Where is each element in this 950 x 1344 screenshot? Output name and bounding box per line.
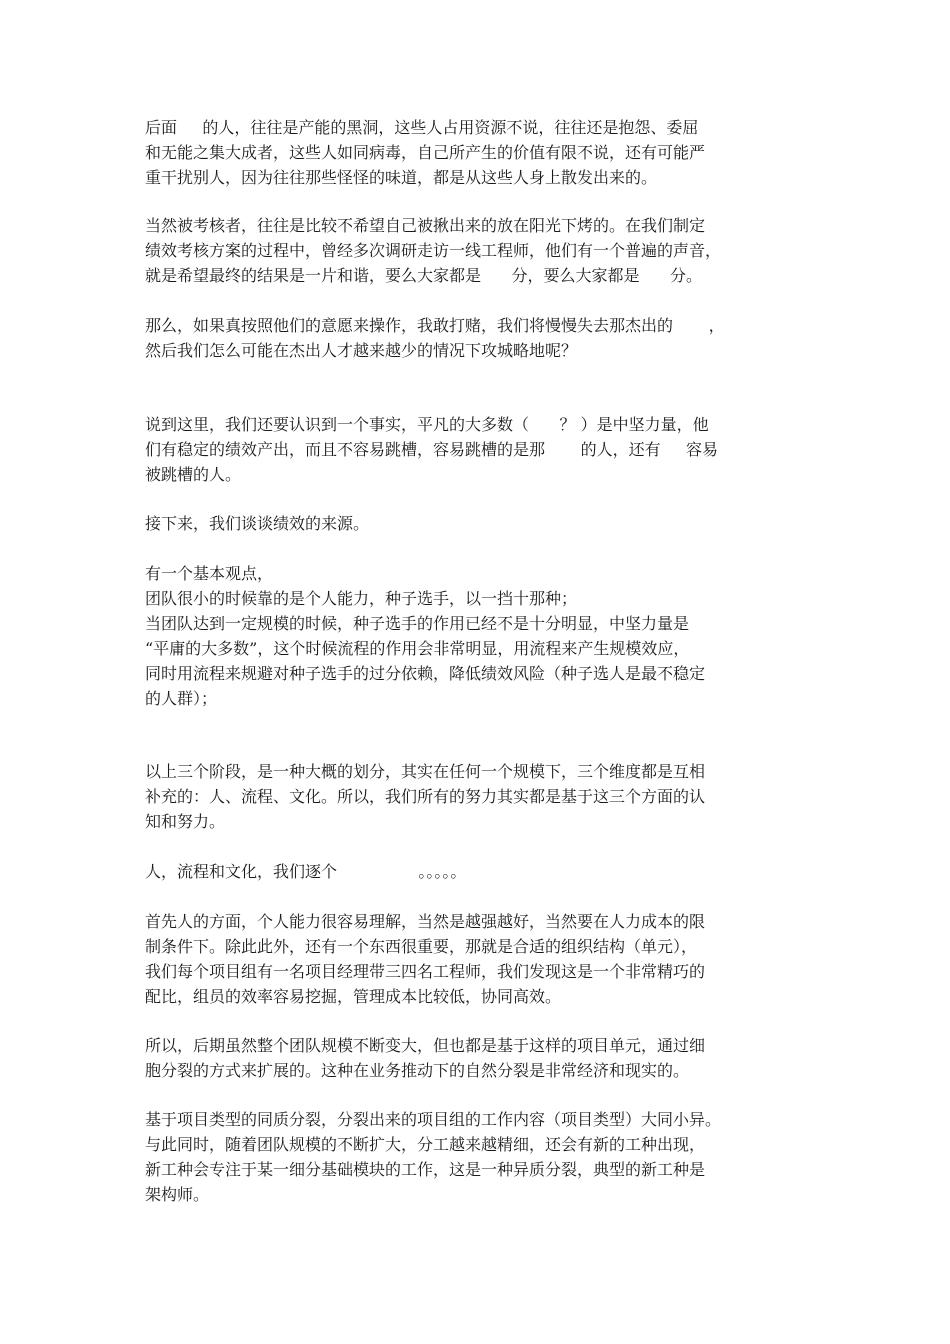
- text-line: 当然被考核者，往往是比较不希望自己被揪出来的放在阳光下烤的。在我们制定: [145, 216, 706, 235]
- text-line: 架构师。: [145, 1185, 210, 1204]
- text-line: 所以，后期虽然整个团队规模不断变大，但也都是基于这样的项目单元，通过细: [145, 1036, 706, 1055]
- text-line: 知和努力。: [145, 812, 226, 831]
- paragraph-4: [145, 412, 810, 487]
- paragraph-10: [145, 1033, 810, 1083]
- text-line: 新工种会专注于某一细分基础模块的工作，这是一种异质分裂，典型的新工种是: [145, 1160, 706, 1179]
- text-line: 说到这里，我们还要认识到一个事实，平凡的大多数（ ？ ）是中坚力量，他: [145, 415, 709, 434]
- text-line: 后面 的人，往往是产能的黑洞，这些人占用资源不说，往往还是抱怨、委屈: [145, 118, 699, 137]
- paragraph-8: [145, 859, 810, 884]
- text-line: 基于项目类型的同质分裂，分裂出来的项目组的工作内容（项目类型）大同小异。: [145, 1110, 722, 1129]
- paragraph-11: [145, 1107, 810, 1207]
- text-line: 制条件下。除此此外，还有一个东西很重要，那就是合适的组织结构（单元），: [145, 937, 698, 956]
- paragraph-5: [145, 511, 810, 536]
- text-line: 同时用流程来规避对种子选手的过分依赖，降低绩效风险（种子选人是最不稳定: [145, 664, 706, 683]
- text-line: 和无能之集大成者，这些人如同病毒，自己所产生的价值有限不说，还有可能严: [145, 143, 706, 162]
- text-line: 当团队达到一定规模的时候，种子选手的作用已经不是十分明显，中坚力量是: [145, 614, 690, 633]
- text-line: 团队很小的时候靠的是个人能力，种子选手，以一挡十那种；: [145, 589, 578, 608]
- text-line: 的人群）；: [145, 689, 218, 708]
- text-line: 们有稳定的绩效产出，而且不容易跳槽，容易跳槽的是那 的人，还有 容易: [145, 440, 719, 459]
- text-line: 绩效考核方案的过程中，曾经多次调研走访一线工程师，他们有一个普遍的声音，: [145, 241, 722, 260]
- text-line: 配比，组员的效率容易挖掘，管理成本比较低，协同高效。: [145, 987, 562, 1006]
- paragraph-1: [145, 115, 810, 190]
- text-line: 那么，如果真按照他们的意愿来操作，我敢打赌，我们将慢慢失去那杰出的 ，: [145, 316, 725, 335]
- text-line: 我们每个项目组有一名项目经理带三四名工程师，我们发现这是一个非常精巧的: [145, 962, 706, 981]
- text-line: 接下来，我们谈谈绩效的来源。: [145, 514, 370, 533]
- text-line: 就是希望最终的结果是一片和谐，要么大家都是 分，要么大家都是 分。: [145, 266, 703, 285]
- text-line: 补充的：人、流程、文化。所以，我们所有的努力其实都是基于这三个方面的认: [145, 787, 706, 806]
- text-line: 人，流程和文化，我们逐个 。。。。。: [145, 862, 467, 881]
- text-line: 有一个基本观点，: [145, 564, 274, 583]
- paragraph-3: [145, 313, 810, 363]
- text-line: 被跳槽的人。: [145, 465, 242, 484]
- text-line: 与此同时，随着团队规模的不断扩大，分工越来越精细，还会有新的工种出现，: [145, 1135, 706, 1154]
- text-line: “平庸的大多数”，这个时候流程的作用会非常明显，用流程来产生规模效应，: [145, 639, 690, 658]
- paragraph-6: [145, 561, 810, 711]
- text-line: 首先人的方面，个人能力很容易理解，当然是越强越好，当然要在人力成本的限: [145, 912, 706, 931]
- text-line: 以上三个阶段，是一种大概的划分，其实在任何一个规模下，三个维度都是互相: [145, 762, 706, 781]
- paragraph-9: [145, 909, 810, 1009]
- text-line: 胞分裂的方式来扩展的。这种在业务推动下的自然分裂是非常经济和现实的。: [145, 1061, 690, 1080]
- text-line: 重干扰别人，因为往往那些怪怪的味道，都是从这些人身上散发出来的。: [145, 168, 658, 187]
- text-line: 然后我们怎么可能在杰出人才越来越少的情况下攻城略地呢？: [145, 341, 578, 360]
- paragraph-7: [145, 759, 810, 834]
- paragraph-2: [145, 213, 810, 288]
